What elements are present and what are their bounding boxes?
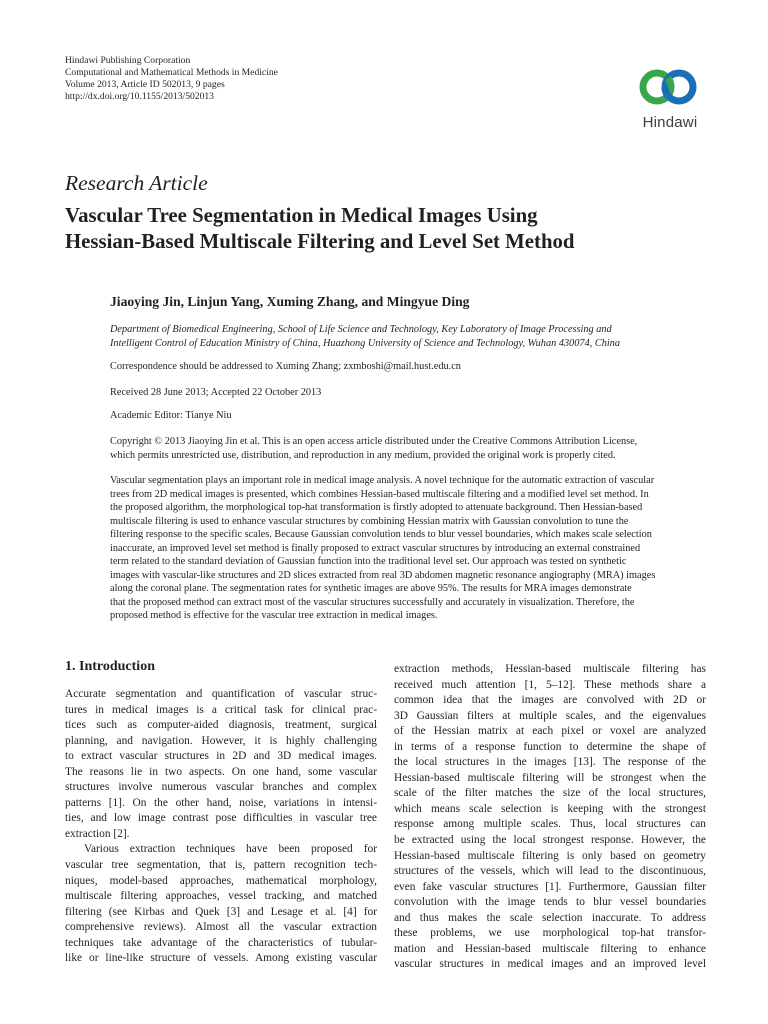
body-line: structures involve numerous vascular branches and complex [65,781,377,794]
abstract-line: the proposed algorithm, the morphological top-hat transformation is firstly adopted to attenuate background. Then Hessian-based [110,502,643,514]
body-line: multiscale filtering approaches, vessel tracking, and matched [65,890,377,903]
body-line: mation and Hessian-based multiscale filtering to enhance [394,942,706,955]
body-line: extraction methods, Hessian-based multiscale filtering has [394,663,706,675]
copyright-notice [110,435,707,462]
body-line: ties, and low image contrast pose difficulties in vascular tree [65,812,377,825]
abstract-line: multiscale filtering is used to enhance vascular structures by combining Hessian matrix with Gaussian convolution to tune the [110,515,629,527]
body-line: Hessian-based multiscale filtering will be strongest when the [394,771,706,784]
publisher-line: Hindawi Publishing Corporation [65,55,191,66]
copyright-line: which permits unrestricted use, distribution, and reproduction in any medium, provided the original work is properly cited. [110,449,616,461]
body-line: scale of the filter matches the size of the local structures, [394,787,706,800]
journal-name: Computational and Mathematical Methods in Medicine [65,67,278,78]
body-line: vascular tree segmentation, that is, pattern recognition tech- [65,859,377,872]
affiliation [110,323,620,350]
body-line: The reasons lie in two aspects. On one hand, some vascular [65,765,377,778]
copyright-line: Copyright © 2013 Jiaoying Jin et al. This is an open access article distributed under the Creative Commons Attribution License, [110,436,638,447]
affiliation-line: Intelligent Control of Education Ministry of China, Huazhong University of Science and Technology, Wuhan 430074, China [110,337,621,349]
body-line: vascular structures in medical images and an improved level [394,958,706,971]
abstract-line: trees from 2D medical images is presented, which combines Hessian-based multiscale filtering and a modified level set method. In [110,488,649,500]
body-line: tures in medical images is a critical task for clinical prac- [65,703,377,716]
body-line: extraction [2]. [65,827,130,840]
body-line: planning, and navigation. However, it is highly challenging [65,734,377,747]
academic-editor: Academic Editor: Tianye Niu [110,410,232,421]
body-column-right [394,662,706,973]
body-line: niques, model-based approaches, mathematical morphology, [65,874,377,887]
body-line: which means scale selection is keeping with the strongest [394,802,706,815]
received-dates: Received 28 June 2013; Accepted 22 October 2013 [110,387,322,398]
body-line: comprehensive reviews). Almost all the vascular extraction [65,921,377,934]
abstract-line: filtering response to the specific scales. Because Gaussian convolution tends to blur vessel boundaries, which makes scale selection [110,529,652,541]
abstract-line: term related to the standard deviation of Gaussian function into the traditional level set. Our approach was tested on synthetic [110,556,627,568]
affiliation-line: Department of Biomedical Engineering, School of Life Science and Technology, Key Laboratory of Image Processing and [110,324,612,335]
section-heading-introduction: 1. Introduction [65,659,155,674]
title-line: Hessian-Based Multiscale Filtering and Level Set Method [65,230,575,253]
body-line: to extract vascular structures in 2D and 3D medical images. [65,750,377,763]
body-line: convolution with the image tends to blur vessel boundaries [394,896,706,909]
abstract-line: Vascular segmentation plays an important role in medical image analysis. A novel technique for the automatic extraction of vascular [110,475,655,486]
body-line: be extracted using the local strongest response. However, the [394,834,706,847]
body-line: filtering (see Kirbas and Quek [3] and Lesage et al. [4] for [65,905,377,918]
abstract-line: inaccurate, an improved level set method is finally proposed to extract vascular structures by introducing an external constrained [110,542,641,554]
article-type: Research Article [65,171,208,195]
paper-title [65,203,705,255]
body-line: response among multiple scales. Thus, local structures can [394,818,706,831]
body-line: tices such as computer-aided diagnosis, treatment, surgical [65,719,377,732]
body-line: 3D Gaussian filters at multiple scales, and the eigenvalues [394,709,706,722]
body-line: these problems, we use morphological top-hat transfor- [394,927,706,940]
doi-link[interactable]: http://dx.doi.org/10.1155/2013/502013 [65,91,214,102]
body-line: and thus makes the scale selection inaccurate. To address [394,911,706,924]
body-line: techniques take advantage of the characteristics of tubular- [65,936,377,949]
abstract-line: that the proposed method can extract most of the vascular structures successfully and accurately in visualization. Therefore, the [110,596,635,608]
abstract-line: along the coronal plane. The segmentation rates for synthetic images are above 95%. The results for MRA images demonstrate [110,583,632,595]
abstract [110,474,707,623]
body-line: common idea that the images are convolved with 2D or [394,694,706,707]
abstract-line: images with vascular-like structures and 2D slices extracted from real 3D abdomen magnetic resonance angiography (MRA) images [110,569,656,581]
volume-info: Volume 2013, Article ID 502013, 9 pages [65,79,225,90]
body-line: Hessian-based multiscale filtering is only based on geometry [394,849,706,862]
body-line: of the Hessian matrix at each pixel or voxel are analyzed [394,725,706,738]
body-line: received much attention [1, 5–12]. These methods share a [394,678,706,691]
correspondence: Correspondence should be addressed to Xuming Zhang; zxmboshi@mail.hust.edu.cn [110,361,461,372]
author-list: Jiaoying Jin, Linjun Yang, Xuming Zhang, and Mingyue Ding [110,294,470,309]
abstract-line: proposed method is effective for the vascular tree extraction in medical images. [110,610,438,622]
body-line: patterns [1]. On the other hand, noise, variations in intensi- [65,796,377,809]
journal-header [65,55,278,103]
body-line: the local structures in the images [13]. The response of the [394,756,706,769]
body-line: in terms of a response function to determine the shape of [394,740,706,753]
body-line: like or line-like structure of vessels. Among existing vascular [65,952,377,965]
hindawi-logo-text: Hindawi [642,114,698,131]
title-line: Vascular Tree Segmentation in Medical Images Using [65,204,538,227]
body-column-left [65,687,377,967]
body-line: even fake vascular structures [1]. Furthermore, Gaussian filter [394,880,706,893]
body-line: Accurate segmentation and quantification of vascular struc- [65,688,377,700]
body-line: structures of the vessels, which will lead to the discontinuous, [394,865,706,878]
body-line: Various extraction techniques have been proposed for [84,843,377,856]
